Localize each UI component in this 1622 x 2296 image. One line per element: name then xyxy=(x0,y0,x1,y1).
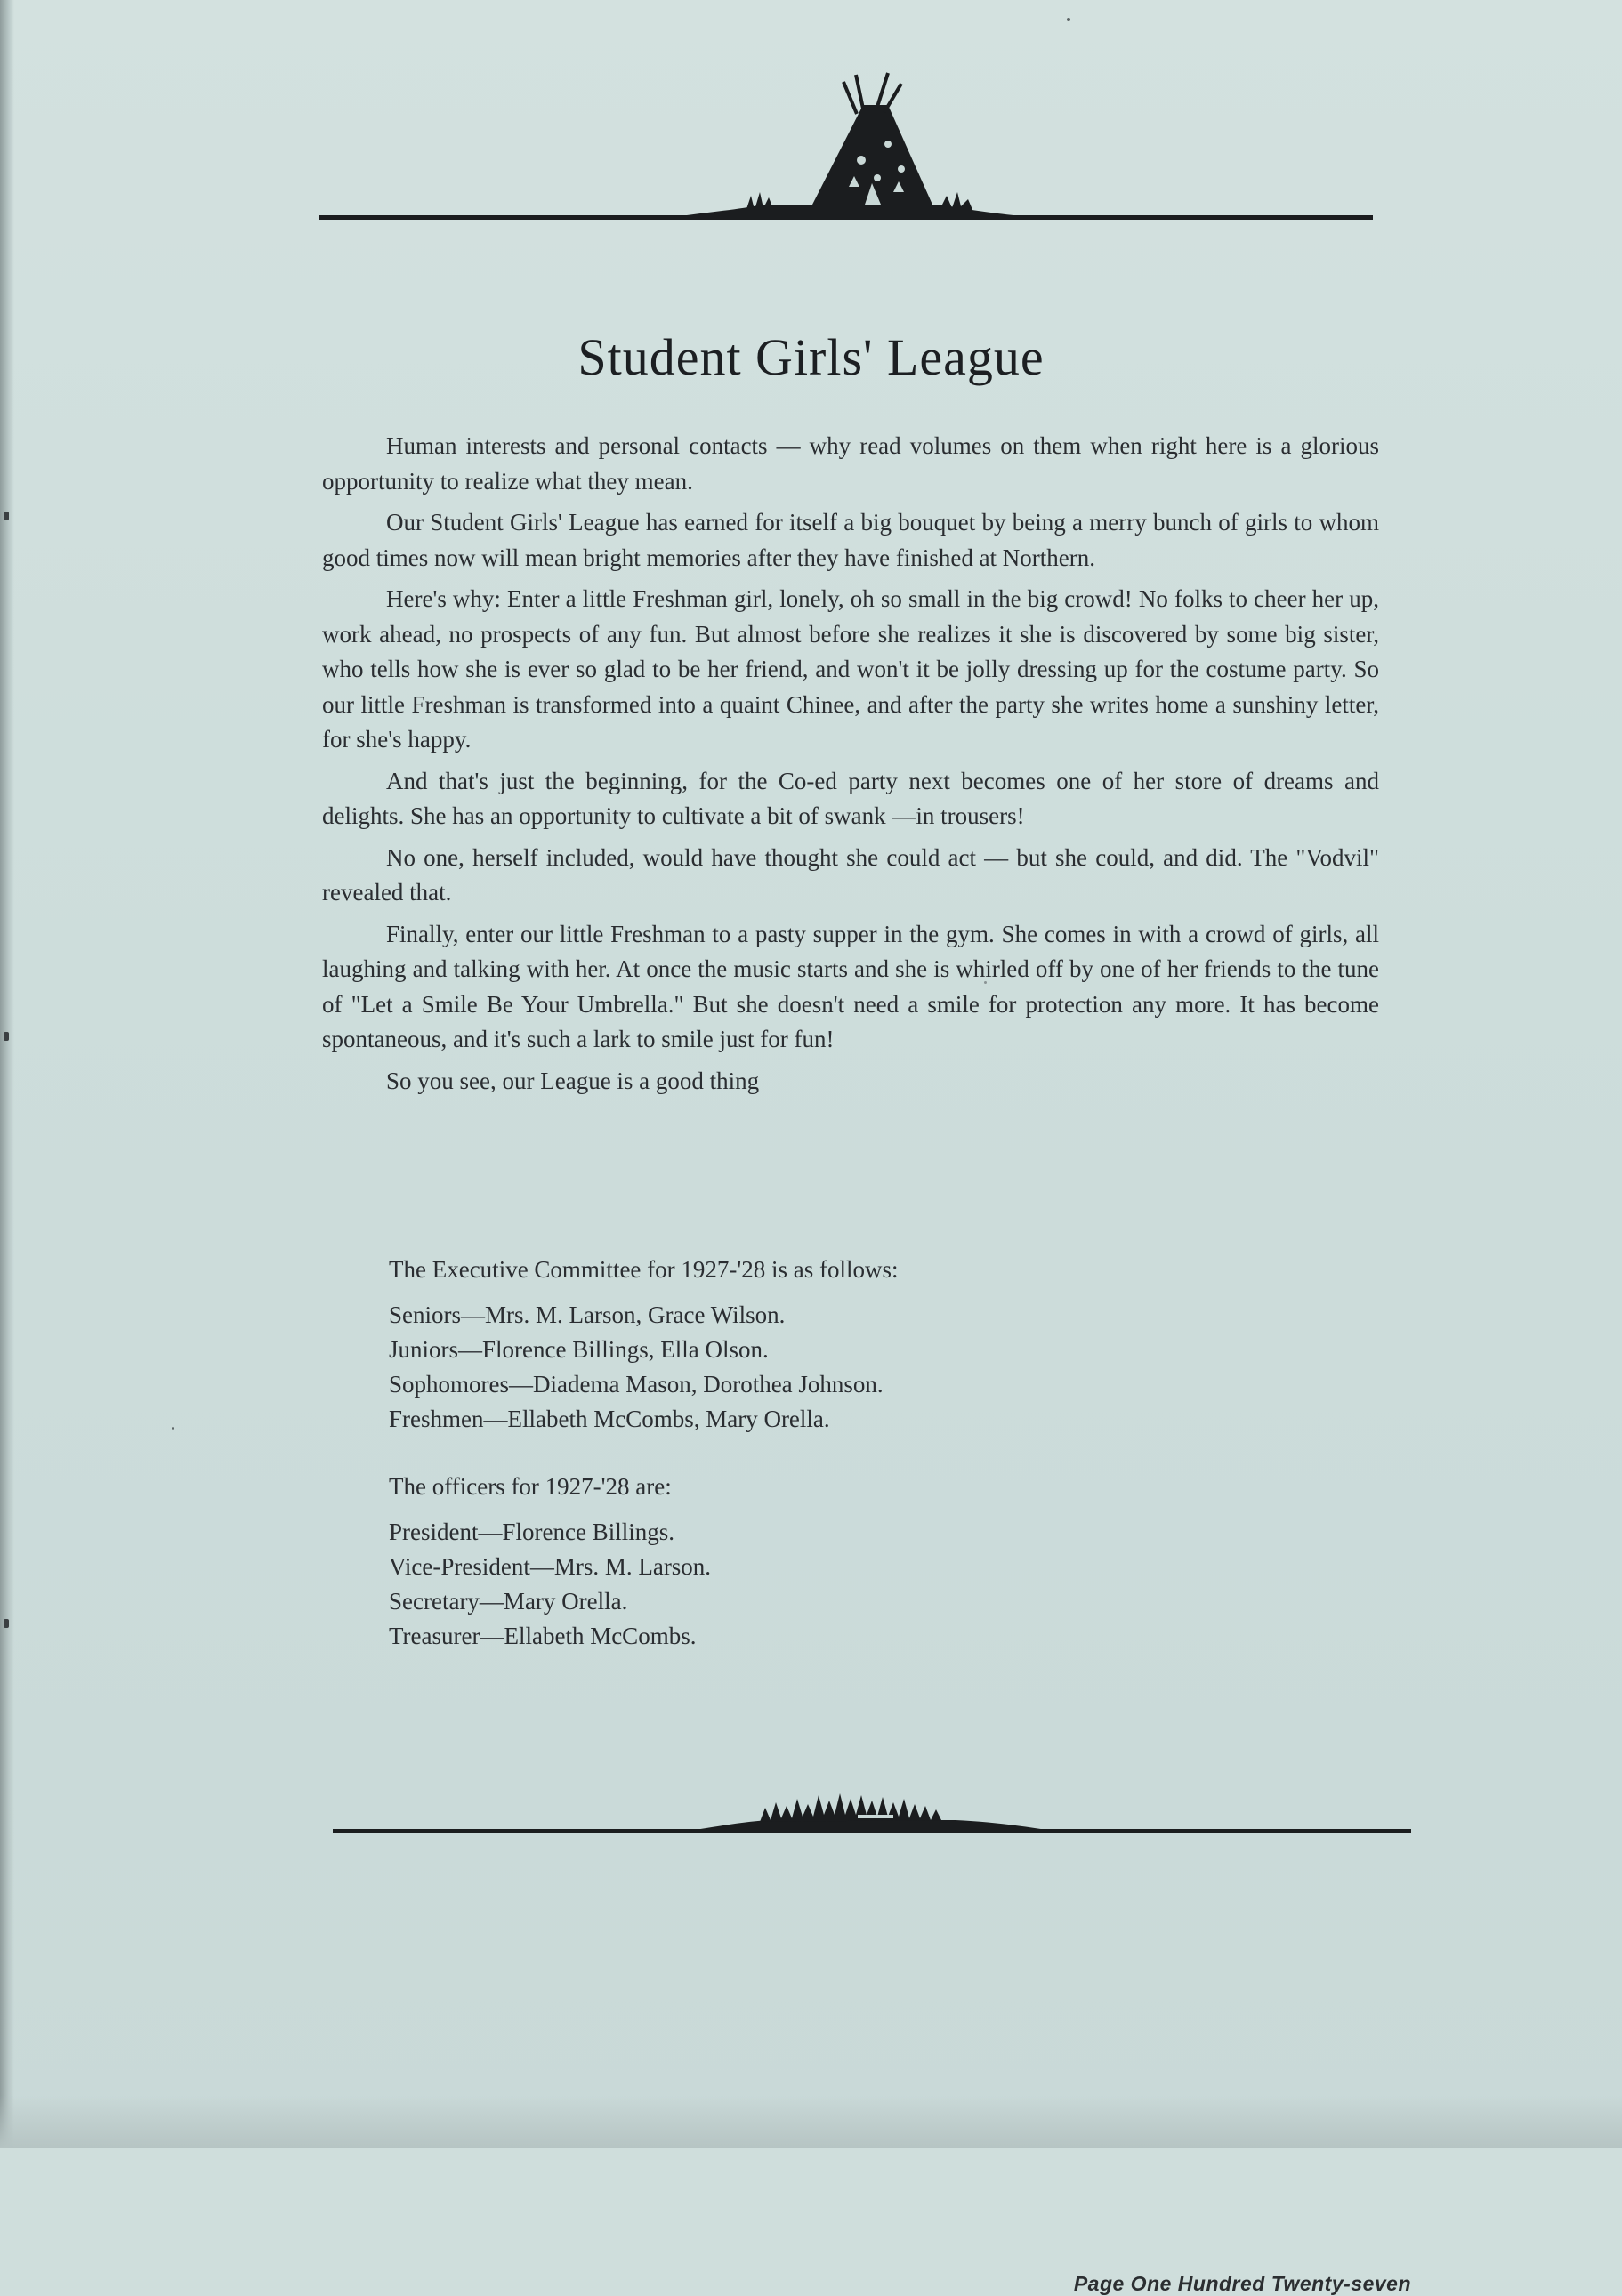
binding-mark xyxy=(4,1619,9,1628)
page-title: Student Girls' League xyxy=(577,328,1045,386)
officers-list xyxy=(389,1470,711,1654)
committee-member: Freshmen—Ellabeth McCombs, Mary Orella. xyxy=(389,1406,830,1432)
article-body xyxy=(322,429,1379,1105)
ink-speck xyxy=(1067,18,1070,21)
paragraph: Here's why: Enter a little Freshman girl, lonely, oh so small in the big crowd! No folks to cheer her up, work ahead, no prospects of any fun. But almost before she realizes it she is discovered by some big sister, who tells how she is ever so glad to be her friend, and won't it be jolly dressing up for the costume party. So our little Freshman is transformed into a quaint Chinee, and after the party she writes home a sunshiny letter, for she's happy. xyxy=(322,585,1379,753)
committee-list xyxy=(389,1253,899,1437)
binding-mark xyxy=(4,1032,9,1041)
committee-intro: The Executive Committee for 1927-'28 is as follows: xyxy=(389,1256,899,1283)
officer: Secretary—Mary Orella. xyxy=(389,1588,628,1615)
paragraph: Human interests and personal contacts — why read volumes on them when right here is a glorious opportunity to realize what they mean. xyxy=(322,432,1379,495)
paragraph: No one, herself included, would have thought she could act — but she could, and did. The "Vodvil" revealed that. xyxy=(322,843,1379,906)
ink-speck xyxy=(172,1427,174,1430)
officer: Treasurer—Ellabeth McCombs. xyxy=(389,1623,697,1649)
committee-member: Juniors—Florence Billings, Ella Olson. xyxy=(389,1336,769,1363)
binding-mark xyxy=(4,512,9,520)
paragraph: So you see, our League is a good thing xyxy=(386,1067,760,1094)
tepee-icon xyxy=(319,62,1373,231)
paragraph: Our Student Girls' League has earned for itself a big bouquet by being a merry bunch of girls to whom good times now will mean bright memories after they have finished at Northern. xyxy=(322,509,1379,571)
page-binding-edge xyxy=(0,0,14,2148)
paragraph: And that's just the beginning, for the Co-ed party next becomes one of her store of dreams and delights. She has an opportunity to cultivate a bit of swank —in trousers! xyxy=(322,767,1379,829)
page-shadow xyxy=(0,2095,1622,2148)
officer: Vice-President—Mrs. M. Larson. xyxy=(389,1553,712,1580)
committee-member: Seniors—Mrs. M. Larson, Grace Wilson. xyxy=(389,1301,786,1328)
page-number: Page One Hundred Twenty-seven xyxy=(1073,2272,1411,2295)
officer: President—Florence Billings. xyxy=(389,1519,674,1545)
treeline-icon xyxy=(333,1779,1411,1841)
paragraph: Finally, enter our little Freshman to a pasty supper in the gym. She comes in with a crowd of girls, all laughing and talking with her. At once the music starts and she is whirled off by one of her friends to the tune of "Let a Smile Be Your Umbrella." But she doesn't need a smile for protection any more. It has become spontaneous, and it's such a lark to smile just for fun! xyxy=(322,920,1379,1052)
committee-member: Sophomores—Diadema Mason, Dorothea Johnson. xyxy=(389,1371,884,1398)
officers-intro: The officers for 1927-'28 are: xyxy=(389,1473,672,1500)
